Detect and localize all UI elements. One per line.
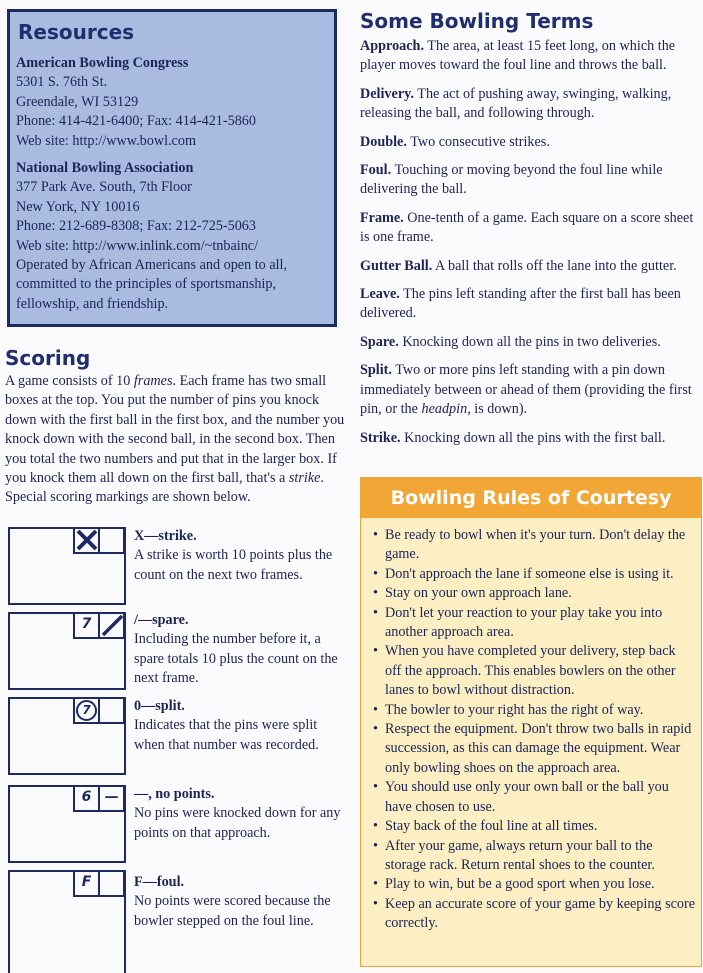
list-item: • Keep an accurate score of your game by keeping score correctly. [385,895,695,934]
address: 377 Park Ave. South, 7th Floor [16,179,192,196]
box2 [98,527,125,554]
term-delivery: Delivery. The act of pushing away, swinging, walking, releasing the ball, and following through. [360,85,672,122]
scoring-heading: Scoring [5,346,91,370]
term-foul: Foul. Touching or moving beyond the foul line while delivering the ball. [360,162,663,198]
foul-frame [8,870,126,973]
courtesy-list [361,526,701,934]
list-item: • Stay on your own approach lane. [385,584,695,603]
scoring-section [5,346,345,508]
box1: 6 [73,785,100,812]
phone: Phone: 212-689-8308; Fax: 212-725-5063 [16,218,256,235]
term-frame: Frame. One-tenth of a game. Each square on a score sheet is one frame. [360,209,694,246]
resources-heading: Resources [18,20,135,44]
list-item: • Be ready to bowl when it's your turn. Don't delay the game. [385,526,695,565]
no-points-desc: —, no points. No pins were knocked down for any points on that approach. [134,786,341,841]
address: 5301 S. 76th St. [16,74,108,91]
resources-box [7,9,337,327]
list-item: • Stay back of the foul line at all times. [385,817,695,836]
list-item: • After your game, always return your ball to the storage rack. Return rental shoes to the counter. [385,837,695,876]
terms-heading: Some Bowling Terms [360,9,594,33]
split-frame [8,697,126,775]
box1: 7 [73,612,100,639]
term-double: Double. Two consecutive strikes. [360,133,550,150]
terms-section [360,8,700,457]
dash-icon: — [98,785,125,812]
strike-desc: X—strike. A strike is worth 10 points plus the count on the next two frames. [134,528,333,583]
city: Greendale, WI 53129 [16,93,139,110]
term-gutter-ball: Gutter Ball. A ball that rolls off the lane into the gutter. [360,257,677,274]
org-name: National Bowling Association [16,160,194,177]
website: Web site: http://www.bowl.com [16,132,196,149]
term-spare: Spare. Knocking down all the pins in two deliveries. [360,333,661,350]
city: New York, NY 10016 [16,198,140,215]
courtesy-box [360,477,702,967]
org-abc [16,54,334,151]
spare-slash-icon [98,612,125,639]
term-split: Split. Two or more pins left standing with a pin down immediately between or ahead of them (providing the first pin, or the headpin, is down). [360,362,692,418]
org-nba [16,159,334,314]
box1: F [73,870,100,897]
phone: Phone: 414-421-6400; Fax: 414-421-5860 [16,113,256,130]
spare-frame [8,612,126,690]
list-item: • Play to win, but be a good sport when you lose. [385,875,695,894]
scoring-paragraph: A game consists of 10 frames. Each frame has two small boxes at the top. You put the number of pins you knock down with the first ball in the first box, and the number you knock down with the second ball, in the second box. Then you total the two numbers and put that in the larger box. If you knock them all down on the first ball, that's a strike. Special scoring markings are shown below. [5,373,345,506]
courtesy-heading: Bowling Rules of Courtesy [361,478,701,518]
box2 [98,870,125,897]
list-item: • Don't approach the lane if someone else is using it. [385,565,695,584]
term-leave: Leave. The pins left standing after the first ball has been delivered. [360,286,681,322]
box2 [98,697,125,724]
split-circle-icon: 7 [73,697,100,724]
foul-desc: F—foul. No points were scored because the bowler stepped on the foul line. [134,874,331,929]
strike-x-icon [73,527,100,554]
term-approach: Approach. The area, at least 15 feet long, on which the player moves toward the foul line and throws the ball. [360,38,676,74]
list-item: • The bowler to your right has the right of way. [385,701,695,720]
strike-frame [8,527,126,605]
split-desc: 0—split. Indicates that the pins were split when that number was recorded. [134,698,319,753]
description: Operated by African Americans and open to all, committed to the principles of sportsmanship, fellowship, and friendship. [16,257,288,312]
list-item: • When you have completed your delivery, step back off the approach. This enables bowlers on the other lanes to bowl without distraction. [385,642,695,700]
list-item: • Respect the equipment. Don't throw two balls in rapid succession, as this can damage the equipment. Wear only bowling shoes on the approach area. [385,720,695,778]
website: Web site: http://www.inlink.com/~tnbainc/ [16,237,259,254]
no-points-frame [8,785,126,863]
list-item: • Don't let your reaction to your play take you into another approach area. [385,604,695,643]
org-name: American Bowling Congress [16,55,189,71]
term-strike: Strike. Knocking down all the pins with the first ball. [360,429,666,446]
list-item: • You should use only your own ball or the ball you have chosen to use. [385,778,695,817]
spare-desc: /—spare. Including the number before it, a spare totals 10 plus the count on the next frame. [134,612,338,687]
